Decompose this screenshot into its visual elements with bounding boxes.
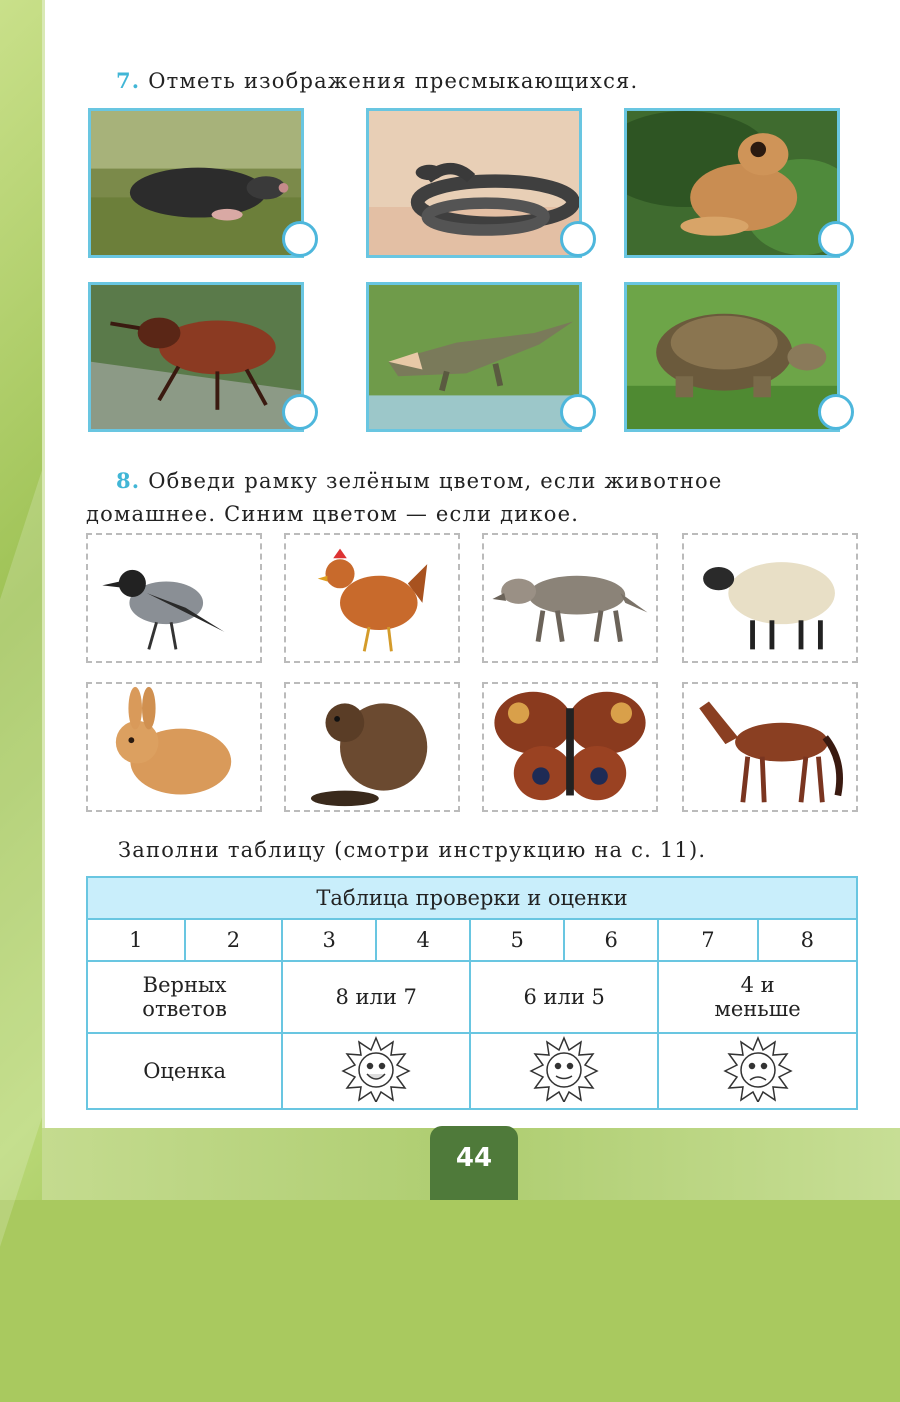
table-header: Таблица проверки и оценки [87, 877, 857, 919]
task8-line1 [116, 468, 723, 493]
beetle-checkbox[interactable] [282, 394, 318, 430]
task-number-cell[interactable]: 1 [87, 919, 185, 961]
page-number: 44 [455, 1143, 493, 1173]
task8-line2: домашнее. Синим цветом — если дикое. [86, 502, 580, 526]
task8-line1-text: Обведи рамку зелёным цветом, если животное [148, 469, 723, 493]
correct-answers-label [87, 961, 282, 1033]
task-number-cell[interactable]: 4 [376, 919, 470, 961]
frame-beaver[interactable] [284, 682, 460, 812]
sad-sun-icon [723, 1036, 793, 1102]
frog-photo [624, 108, 840, 258]
crocodile-photo [366, 282, 582, 432]
range3-line1: 4 и [740, 973, 775, 997]
snake-photo [366, 108, 582, 258]
task8-number: 8. [116, 468, 141, 493]
frame-chicken[interactable] [284, 533, 460, 663]
frame-rabbit[interactable] [86, 682, 262, 812]
beetle-photo [88, 282, 304, 432]
correct-label-line2: ответов [142, 997, 227, 1021]
frame-crow[interactable] [86, 533, 262, 663]
frame-wolf[interactable] [482, 533, 658, 663]
task-number-cell[interactable]: 5 [470, 919, 564, 961]
range-cell-1: 8 или 7 [282, 961, 470, 1033]
task7-number: 7. [116, 68, 141, 93]
task-number-cell[interactable]: 6 [564, 919, 658, 961]
task-number-cell[interactable]: 2 [185, 919, 283, 961]
task-number-cell[interactable]: 3 [282, 919, 376, 961]
range-cell-2: 6 или 5 [470, 961, 658, 1033]
crocodile-checkbox[interactable] [560, 394, 596, 430]
frame-horse[interactable] [682, 682, 858, 812]
tortoise-checkbox[interactable] [818, 394, 854, 430]
grade-label: Оценка [87, 1033, 282, 1109]
grade-cell-3[interactable] [658, 1033, 857, 1109]
grade-cell-1[interactable] [282, 1033, 470, 1109]
snake-checkbox[interactable] [560, 221, 596, 257]
table-instruction: Заполни таблицу (смотри инструкцию на с. 11). [118, 838, 707, 862]
frame-butterfly[interactable] [482, 682, 658, 812]
range-cell-3 [658, 961, 857, 1033]
smiling-sun-icon [529, 1036, 599, 1102]
check-and-grade-table [86, 876, 858, 1110]
frog-checkbox[interactable] [818, 221, 854, 257]
correct-label-line1: Верных [142, 973, 227, 997]
range3-line2: меньше [714, 997, 801, 1021]
happy-sun-icon [341, 1036, 411, 1102]
task7-title [116, 68, 638, 93]
task-number-cell[interactable]: 8 [758, 919, 857, 961]
frame-sheep[interactable] [682, 533, 858, 663]
grade-cell-2[interactable] [470, 1033, 658, 1109]
task-number-cell[interactable]: 7 [658, 919, 757, 961]
tortoise-photo [624, 282, 840, 432]
mole-checkbox[interactable] [282, 221, 318, 257]
mole-photo [88, 108, 304, 258]
task7-text: Отметь изображения пресмыкающихся. [148, 69, 639, 93]
